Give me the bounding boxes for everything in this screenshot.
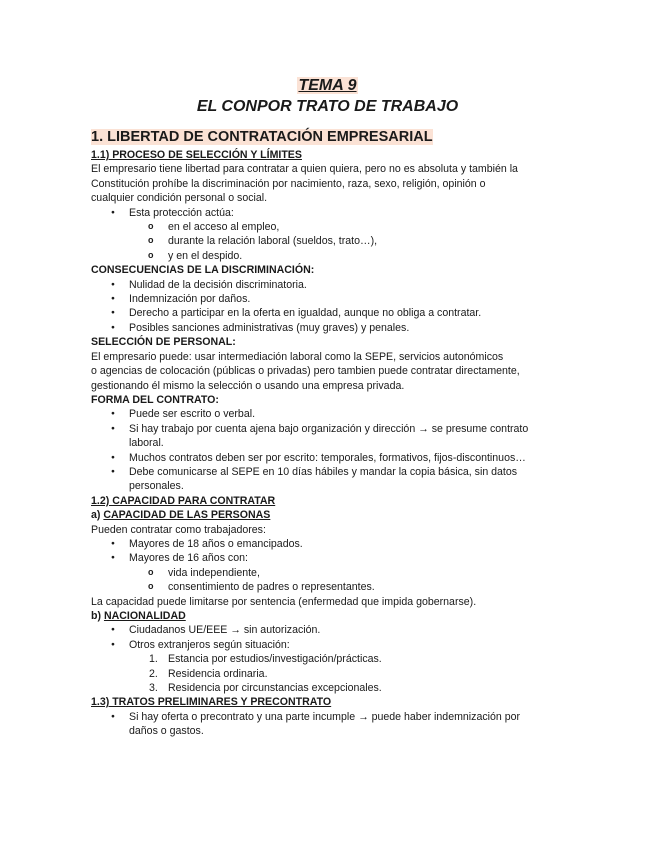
- list-subitem: o consentimiento de padres o representantes.: [91, 580, 561, 594]
- list-subitem: o durante la relación laboral (sueldos, trato…),: [91, 234, 561, 248]
- document-body: [91, 127, 561, 739]
- list-item: ● Nulidad de la decisión discriminatoria.: [91, 278, 561, 292]
- topic-number: [0, 77, 655, 95]
- subsection-heading-1-1: 1.1) PROCESO DE SELECCIÓN Y LÍMITES: [91, 149, 302, 161]
- document-title: EL CONPOR TRATO DE TRABAJO: [196, 98, 459, 115]
- selection-paragraph: El empresario puede: usar intermediación laboral como la SEPE, servicios autonómicos o agencias de colocación (públicas o privadas) pero tambien puede contratar directamente, gestionando él mismo la selección o usando una empresa privada.: [91, 350, 520, 392]
- nationality-heading: b) NACIONALIDAD: [91, 610, 186, 622]
- list-subitem: o y en el despido.: [91, 249, 561, 263]
- numbered-item: 3. Residencia por circunstancias excepcionales.: [149, 682, 382, 695]
- list-item: ● Mayores de 18 años o emancipados.: [91, 537, 561, 551]
- list-subitem: o en el acceso al empleo,: [91, 220, 561, 234]
- residence-list: [91, 652, 561, 695]
- list-item: ● Posibles sanciones administrativas (muy graves) y penales.: [91, 321, 561, 335]
- intro-paragraph: El empresario tiene libertad para contratar a quien quiera, pero no es absoluta y también la Constitución prohíbe la discriminación por nacimiento, raza, sexo, religión, opinión o cualquier condición personal o social.: [91, 163, 518, 205]
- nationality-list: [91, 623, 561, 652]
- subsection-heading-1-3: 1.3) TRATOS PRELIMINARES Y PRECONTRATO: [91, 696, 332, 709]
- section-heading-1: 1. LIBERTAD DE CONTRATACIÓN EMPRESARIAL: [91, 129, 433, 145]
- list-item: ● Otros extranjeros según situación:: [91, 638, 561, 652]
- precontract-list: [91, 710, 561, 739]
- capacity-intro: Pueden contratar como trabajadores:: [91, 523, 266, 536]
- capacity-heading: a) CAPACIDAD DE LAS PERSONAS: [91, 509, 271, 522]
- numbered-item: 2. Residencia ordinaria.: [149, 667, 268, 680]
- list-item: ● Muchos contratos deben ser por escrito: temporales, formativos, fijos-discontinuos…: [91, 451, 561, 465]
- capacity-list: [91, 537, 561, 595]
- list-item: ● Derecho a participar en la oferta en igualdad, aunque no obliga a contratar.: [91, 306, 561, 320]
- list-subitem: o vida independiente,: [91, 566, 561, 580]
- list-item: ● Mayores de 16 años con:: [91, 551, 561, 565]
- list-item: ● Si hay oferta o precontrato y una parte incumple → puede haber indemnización por daños o gastos.: [91, 710, 561, 739]
- list-item: ● Puede ser escrito o verbal.: [91, 407, 561, 421]
- list-item: ● Indemnización por daños.: [91, 292, 561, 306]
- subsection-heading-1-2: 1.2) CAPACIDAD PARA CONTRATAR: [91, 494, 276, 507]
- numbered-item: 1. Estancia por estudios/investigación/prácticas.: [149, 653, 382, 666]
- list-item: ● Si hay trabajo por cuenta ajena bajo organización y dirección → se presume contrato laboral.: [91, 422, 561, 451]
- contract-form-list: [91, 407, 561, 493]
- list-item: ● Esta protección actúa:: [91, 206, 561, 220]
- consequences-list: [91, 278, 561, 336]
- protection-list: [91, 206, 561, 264]
- list-item: ● Ciudadanos UE/EEE → sin autorización.: [91, 623, 561, 637]
- list-item: ● Debe comunicarse al SEPE en 10 días hábiles y mandar la copia básica, sin datos personales.: [91, 465, 561, 494]
- consequences-heading: CONSECUENCIAS DE LA DISCRIMINACIÓN:: [91, 264, 315, 277]
- contract-form-heading: FORMA DEL CONTRATO:: [91, 393, 219, 406]
- capacity-note: La capacidad puede limitarse por sentencia (enfermedad que impida gobernarse).: [91, 595, 477, 608]
- selection-heading: SELECCIÓN DE PERSONAL:: [91, 336, 236, 349]
- topic-number-text: TEMA 9: [298, 77, 357, 94]
